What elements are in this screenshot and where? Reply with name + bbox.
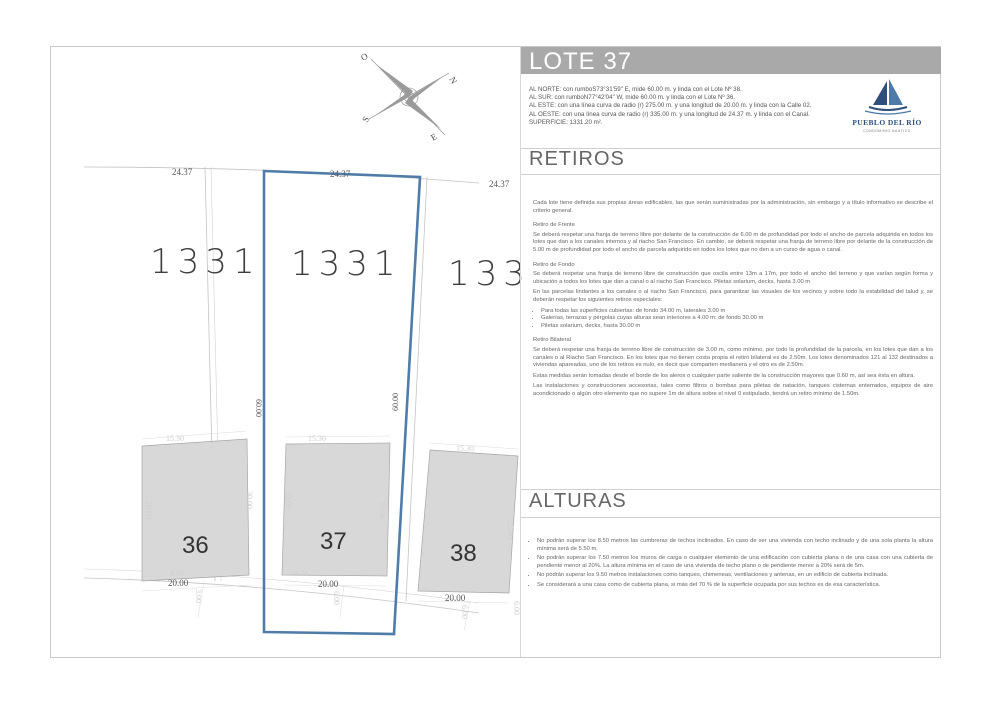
area-label: 1331	[291, 244, 402, 284]
area-label: 1331	[150, 242, 261, 282]
retiro-bilateral-text: Las instalaciones y construcciones accesorias, tales como filtros o bombas para piletas de natación, tanques cisternas enterrados, equipos de aire acondicionado o algún otro elemento que no supere 1m de altura sobre el nivel 0 estipulado, tendrá un retiro mínimo de 1.50m.	[533, 383, 933, 397]
lot-number-label: 38	[450, 540, 477, 567]
list-item: • Se considerará a una casa como de cubierta plana, si más del 70 % de la superficie ocupada por sus techos es de esa característica.	[537, 582, 933, 590]
setback-label: 6.00	[332, 591, 341, 605]
compass-west-label: O	[359, 50, 370, 63]
list-item: • Galerías, terrazas y pérgolas cuyas alturas sean interiores a 4.00 m: de fondo 30.00 m	[541, 315, 933, 323]
retiros-body	[533, 200, 933, 401]
list-item: • Piletas solarium, decks, hasta 30.00 m	[541, 323, 933, 331]
list-item: • No podrán superar los 9.50 metros instalaciones como tanques, chimeneas, ventilaciones y antenas, en un edificio de cubierta inclinada.	[537, 572, 933, 580]
top-width-label: 24.37	[172, 167, 193, 177]
sailboat-logo-icon	[845, 77, 929, 117]
setback-label: 4.74	[294, 569, 308, 578]
alturas-heading: ALTURAS	[529, 490, 627, 512]
top-width-label: 24.37	[330, 169, 351, 179]
alturas-list	[529, 538, 933, 590]
boundary-west: AL OESTE: con una línea curva de radio (r) 335.00 m. y una longitud de 24.37 m. y linda con el Canal.	[529, 110, 810, 118]
retiro-frente-text: Se deberá respetar una franja de terreno libre por delante de la construcción de 6.00 m de profundidad por todo el ancho de parcela adquirida en todos los lotes que dan a los canales internos y al riacho San Francisco. En cambio, se deberá respetar una franja de terreno libre por delante de la construcción de 5.00 m de profundidad por todo el ancho de parcela adquirido en todos los lotes que no den a un curso de agua o canal.	[533, 231, 933, 253]
setback-label: 30.00	[245, 491, 254, 509]
info-panel	[520, 47, 941, 657]
setback-label: 25.00	[506, 521, 515, 539]
lot-plan	[84, 161, 531, 621]
setback-label: 20.00	[378, 501, 387, 519]
retiro-bilateral-text: Estas medidas serán tomadas desde el borde de los aleros o cualquier parte saliente de la construcción mayores que 0.60 m, así sea ésta en altura.	[533, 372, 915, 379]
lot-banner	[521, 47, 941, 74]
side-length-label: 60.00	[391, 393, 400, 411]
compass-north-label: N	[447, 75, 460, 86]
setback-label: 15.30	[456, 444, 474, 453]
retiros-heading: RETIROS	[529, 148, 625, 170]
compass-rose-icon	[357, 51, 461, 143]
setback-label: 3.00	[194, 589, 203, 603]
alturas-body	[529, 538, 933, 592]
logo	[845, 77, 929, 147]
setback-label: 4.65	[170, 569, 184, 578]
retiro-fondo-list	[533, 308, 933, 331]
setback-label: 20.00	[144, 501, 153, 519]
retiro-bilateral-text: Se deberá respetar una franja de terreno libre de construcción de 3.00 m, como mínimo, por todo la profundidad de la parcela, en los lotes que dan a los canales o al Riacho San Francisco. En los lotes que no tienen costa propia el retiro bilateral es de 2.50m. Los lotes denominados 121 al 132 destinados a viviendas apareadas, uno de los retiros es nulo, es decir que comparten medianera y el otro es de 2.50m.	[533, 346, 933, 369]
boundary-north: AL NORTE: con rumboS73°31'59" E, mide 60.00 m. y linda con el Lote Nº 38.	[529, 86, 742, 93]
side-length-label: 60.00	[254, 399, 263, 417]
setback-label: 6.00	[460, 605, 469, 619]
boundary-south: AL SUR: con rumboN77°42'04" W, mide 60.00 m. y linda con el Lote Nº 36.	[529, 94, 735, 102]
bottom-width-label: 20.00	[168, 578, 189, 588]
divider	[521, 517, 941, 518]
logo-name: PUEBLO DEL RÍO	[852, 118, 922, 127]
retiro-frente-title: Retiro de Frente	[533, 222, 575, 229]
compass-east-label: E	[429, 131, 439, 143]
setback-label: 6.00	[512, 601, 521, 615]
retiros-intro: Cada lote tiene definida sus propias áreas edificables, las que serán suministradas por la administración, sin embargo y a título informativo se describe el criterio general.	[533, 200, 933, 214]
area-label: 133	[448, 254, 531, 294]
retiro-fondo-text: En las parcelas lindantes a los canales o al riacho San Francisco, para garantizar las visuales de los vecinos y sobre todo la estabilidad del talud y, se deberán respetar los siguientes retiros especiales:	[533, 289, 933, 303]
bottom-width-label: 20.00	[445, 593, 466, 603]
setback-label: 30.00	[284, 491, 293, 509]
list-item: • No podrán superar los 7.50 metros los muros de carga o cualquier elemento de una edificación con cubierta plana o de una casa con una cubierta de pendiente menor al 20%. La altura mínima en el caso de una vivienda de techo plano o de pendiente menor a 20% será de 5m.	[537, 555, 933, 570]
boundary-east: AL ESTE: con una línea curva de radio (r) 275.00 m. y una longitud de 20.00 m. y linda con la Calle 02.	[529, 102, 812, 110]
retiro-fondo-title: Retiro de Fondo	[533, 261, 575, 268]
plan-panel	[51, 47, 531, 657]
retiro-fondo-text: Se deberá respetar una franja de terreno libre de construcción que oscila entre 13m a 17m, por todo el ancho del terreno y que varían según forma y ubicación a todos los lotes que dan a canal o al riacho San Francisco. Piletas solarium, decks, hasta 3.00 m	[533, 271, 933, 285]
setback-label: 15.30	[308, 434, 326, 443]
lot-number-label: 36	[182, 532, 209, 559]
lot-area: SUPERFICIE: 1331.20 m².	[529, 118, 603, 126]
divider	[521, 174, 941, 175]
setback-label: 15.30	[166, 434, 184, 443]
lot-number-label: 37	[320, 528, 347, 555]
lot-title: LOTE 37	[529, 48, 633, 75]
lot-sheet	[50, 46, 941, 658]
list-item: • Para todas las superficies cubiertas: de fondo 34.00 m, laterales 3.00 m	[541, 308, 933, 316]
top-width-label: 24.37	[489, 179, 510, 189]
lot-boundaries	[529, 86, 829, 127]
compass-south-label: S	[360, 114, 372, 124]
bottom-width-label: 20.00	[318, 579, 339, 589]
list-item: • No podrán superar los 8.50 metros las cumbreras de techos inclinados. En caso de ser una vivienda con techo inclinado y de una sola planta la altura mínima será de 5.50 m.	[537, 538, 933, 553]
retiro-bilateral-title: Retiro Bilateral	[533, 337, 572, 344]
logo-subtitle: CONDOMINIO NAUTICO	[863, 129, 911, 133]
